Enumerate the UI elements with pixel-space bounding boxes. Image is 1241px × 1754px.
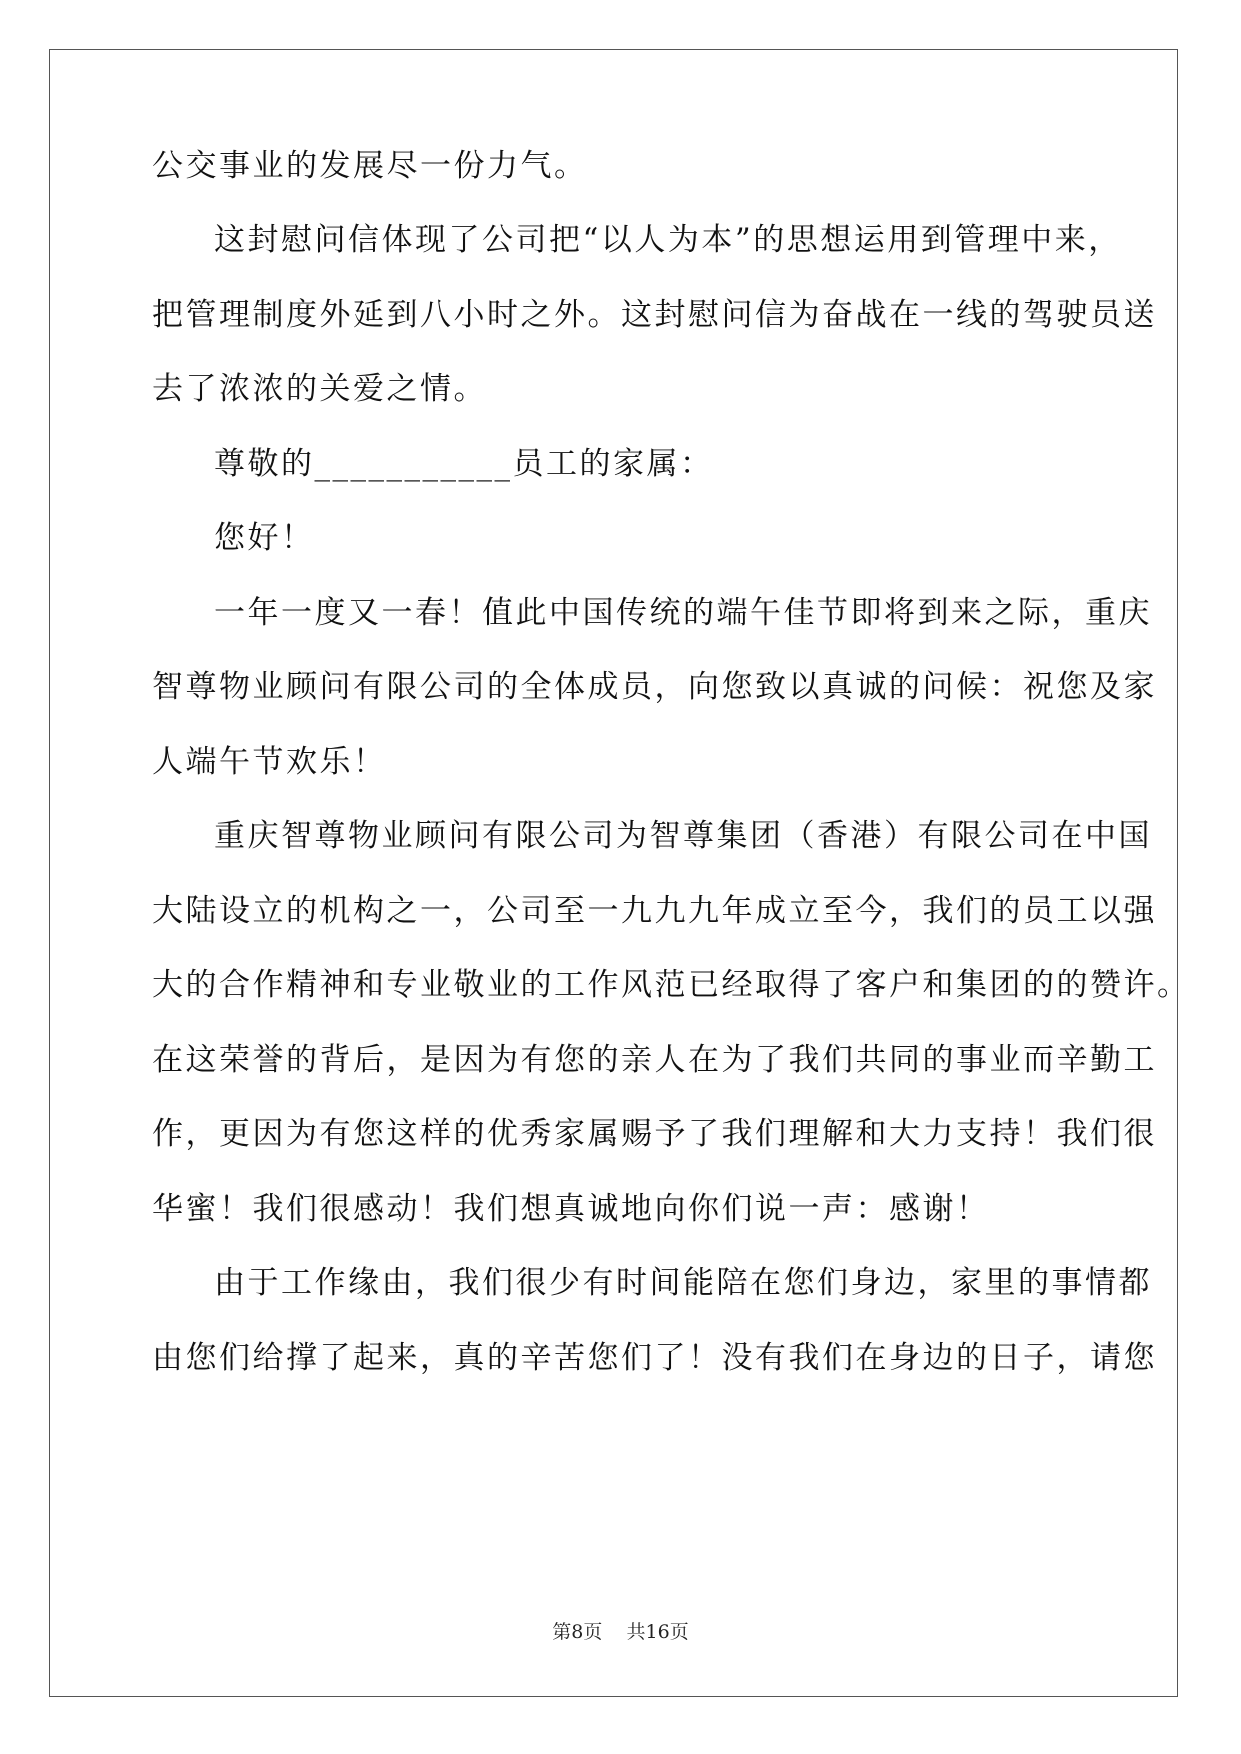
text-line: 大的合作精神和专业敬业的工作风范已经取得了客户和集团的的赞许。 [152,967,1191,1003]
text-line: 去了浓浓的关爱之情。 [152,371,487,407]
text-line: 重庆智尊物业顾问有限公司为智尊集团（香港）有限公司在中国 [214,818,1152,854]
salutation-line: 尊敬的___________员工的家属： [214,446,714,482]
text-line: 华蜜！我们很感动！我们想真诚地向你们说一声：感谢！ [152,1191,990,1227]
greeting-line: 您好！ [214,520,315,556]
text-line: 由于工作缘由，我们很少有时间能陪在您们身边，家里的事情都 [214,1265,1152,1301]
text-line: 在这荣誉的背后，是因为有您的亲人在为了我们共同的事业而辛勤工 [152,1042,1157,1078]
text-line: 这封慰问信体现了公司把“以人为本”的思想运用到管理中来， [214,222,1122,258]
text-line: 由您们给撑了起来，真的辛苦您们了！没有我们在身边的日子，请您 [152,1340,1157,1376]
page-number: 第8页 [552,1621,603,1643]
text-line: 一年一度又一春！值此中国传统的端午佳节即将到来之际，重庆 [214,595,1152,631]
text-line: 智尊物业顾问有限公司的全体成员，向您致以真诚的问候：祝您及家 [152,669,1157,705]
text-line: 人端午节欢乐！ [152,744,387,780]
text-line: 大陆设立的机构之一，公司至一九九九年成立至今，我们的员工以强 [152,893,1157,929]
page-total: 共16页 [626,1621,689,1643]
text-line: 把管理制度外延到八小时之外。这封慰问信为奋战在一线的驾驶员送 [152,297,1157,333]
page-footer [0,1620,1241,1644]
text-line: 公交事业的发展尽一份力气。 [152,148,588,184]
text-line: 作，更因为有您这样的优秀家属赐予了我们理解和大力支持！我们很 [152,1116,1157,1152]
